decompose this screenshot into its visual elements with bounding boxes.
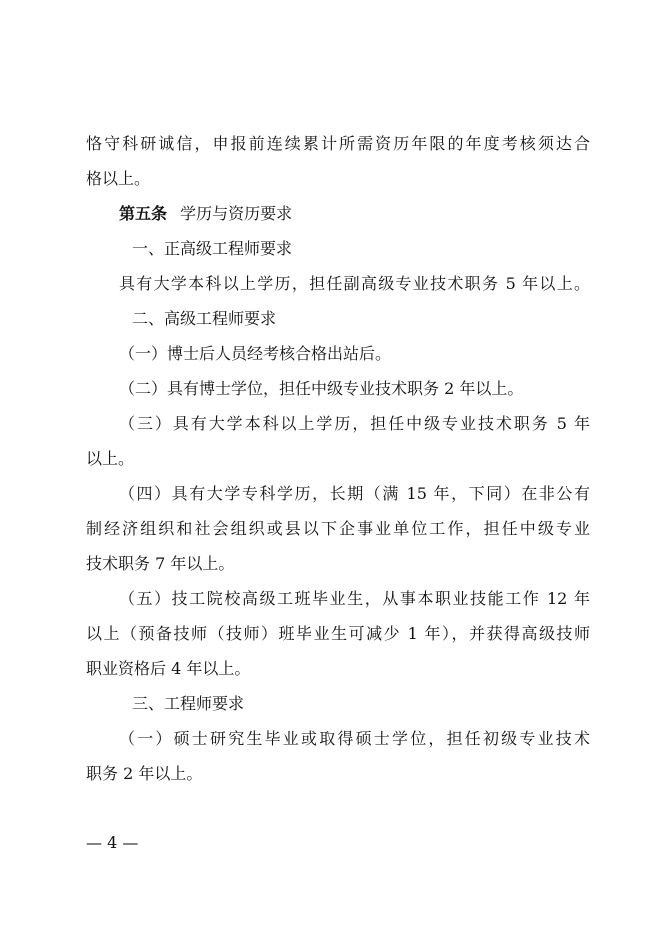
page-number: — 4 — bbox=[86, 833, 139, 852]
list-item-continuation: 职业资格后 4 年以上。 bbox=[86, 659, 251, 678]
list-item-continuation: 职务 2 年以上。 bbox=[86, 764, 203, 783]
article-label: 第五条 bbox=[119, 204, 168, 223]
list-item-continuation: 以上（预备技师（技师）班毕业生可减少 1 年），并获得高级技师 bbox=[86, 624, 590, 643]
list-item: （五）技工院校高级工班毕业生，从事本职业技能工作 12 年 bbox=[119, 589, 590, 608]
article-heading bbox=[86, 196, 590, 231]
list-item: （一）博士后人员经考核合格出站后。 bbox=[119, 344, 392, 363]
article-title: 学历与资历要求 bbox=[180, 204, 293, 223]
list-item-continuation: 技术职务 7 年以上。 bbox=[86, 554, 235, 573]
paragraph-line: 格以上。 bbox=[86, 169, 151, 188]
section-heading: 一、正高级工程师要求 bbox=[132, 239, 293, 258]
list-item: （一）硕士研究生毕业或取得硕士学位，担任初级专业技术 bbox=[119, 729, 590, 748]
section-heading: 二、高级工程师要求 bbox=[132, 309, 277, 328]
list-item: （二）具有博士学位，担任中级专业技术职务 2 年以上。 bbox=[119, 379, 524, 398]
list-item-continuation: 制经济组织和社会组织或县以下企事业单位工作，担任中级专业 bbox=[86, 519, 590, 538]
list-item: （四）具有大学专科学历，长期（满 15 年，下同）在非公有 bbox=[119, 484, 590, 503]
list-item-continuation: 以上。 bbox=[86, 449, 135, 468]
list-item: （三）具有大学本科以上学历，担任中级专业技术职务 5 年 bbox=[119, 414, 590, 433]
paragraph-line: 恪守科研诚信，申报前连续累计所需资历年限的年度考核须达合 bbox=[86, 134, 590, 153]
document-body bbox=[86, 126, 590, 791]
paragraph-line: 具有大学本科以上学历，担任副高级专业技术职务 5 年以上。 bbox=[119, 274, 590, 293]
section-heading: 三、工程师要求 bbox=[132, 694, 245, 713]
